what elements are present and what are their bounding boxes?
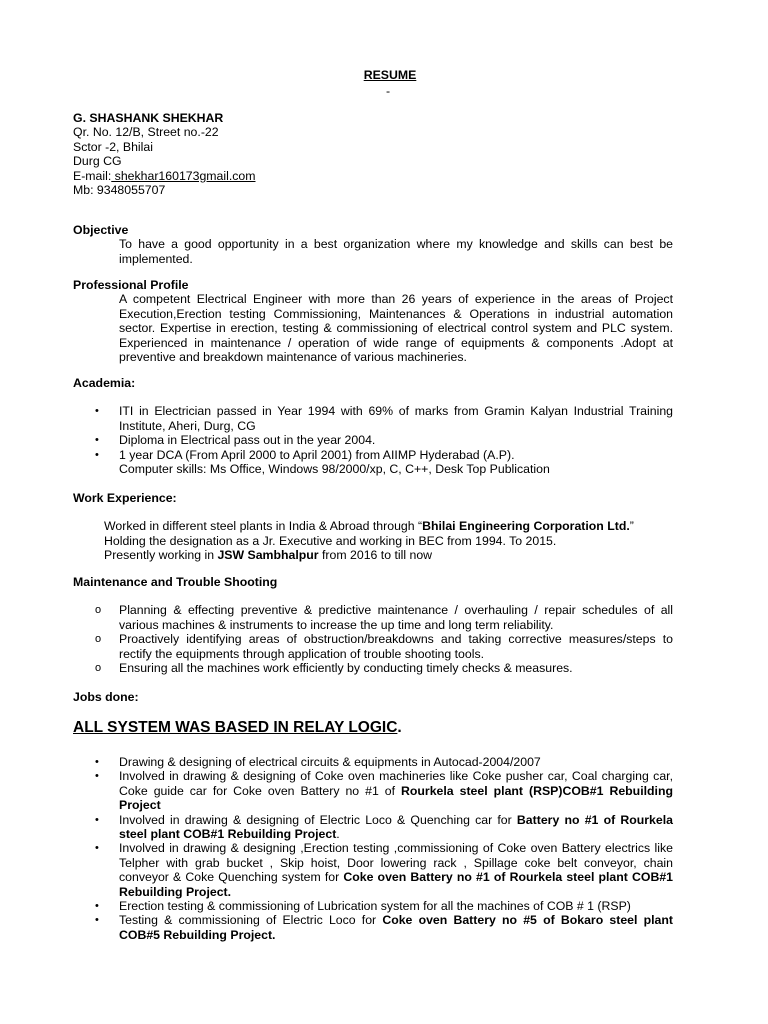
contact-header bbox=[73, 111, 256, 197]
bullet-icon: • bbox=[95, 448, 99, 461]
bullet-icon: • bbox=[95, 914, 99, 927]
list-item: • 1 year DCA (From April 2000 to April 2001) from AIIMP Hyderabad (A.P). Computer skills: Ms Office, Windows 98/2000/xp, C, C++, Desk Top Publication bbox=[95, 447, 550, 477]
work-heading: Work Experience: bbox=[73, 491, 177, 505]
bullet-icon: • bbox=[95, 434, 99, 447]
work-line-3: Presently working in JSW Sambhalpur from 2016 to till now bbox=[104, 548, 433, 563]
list-item: o Ensuring all the machines work efficiently by conducting timely checks & measures. bbox=[95, 661, 573, 676]
list-item: • Drawing & designing of electrical circuits & equipments in Autocad-2004/2007 bbox=[95, 755, 541, 769]
email-label: E-mail: bbox=[73, 168, 112, 183]
list-item: o Proactively identifying areas of obstruction/breakdowns and taking corrective measures/steps to rectify the equipments through application of trouble shooting tools. bbox=[95, 632, 673, 661]
profile-section bbox=[73, 278, 673, 364]
bullet-icon: • bbox=[95, 813, 99, 826]
list-item: o Planning & effecting preventive & predictive maintenance / overhauling / repair schedules of all various machines & instruments to increase the up time and long term reliability. bbox=[95, 603, 673, 632]
objective-text: To have a good opportunity in a best organization where my knowledge and skills can best be implemented. bbox=[119, 237, 673, 266]
list-item: • Involved in drawing & designing of Electric Loco & Quenching car for Battery no #1 of Rourkela steel plant COB#1 Rebuilding Project. bbox=[95, 812, 673, 842]
profile-heading: Professional Profile bbox=[73, 278, 189, 292]
jobs-heading: Jobs done: bbox=[73, 690, 139, 704]
bullet-icon: • bbox=[95, 900, 99, 913]
work-line-2: Holding the designation as a Jr. Executive and working in BEC from 1994. To 2015. bbox=[104, 533, 557, 548]
email-line bbox=[73, 169, 256, 183]
list-item: • ITI in Electrician passed in Year 1994 with 69% of marks from Gramin Kalyan Industrial Training Institute, Aheri, Durg, CG bbox=[95, 404, 673, 433]
academia-list bbox=[73, 404, 673, 476]
maintenance-section bbox=[73, 575, 673, 675]
work-section bbox=[73, 491, 673, 563]
objective-heading: Objective bbox=[73, 223, 129, 237]
title-dash: - bbox=[386, 84, 391, 98]
resume-title: RESUME bbox=[363, 68, 417, 82]
mobile-line: Mb: 9348055707 bbox=[73, 183, 166, 198]
work-text bbox=[73, 519, 673, 562]
list-item: • Diploma in Electrical pass out in the year 2004. bbox=[95, 433, 376, 448]
academia-section bbox=[73, 376, 673, 476]
academia-heading: Academia: bbox=[73, 376, 136, 390]
jobs-list bbox=[73, 755, 673, 942]
profile-text: A competent Electrical Engineer with more than 26 years of experience in the areas of Project Execution,Erection testing Commissioning, Maintenances & Operations in industrial automation sector. Expertise in erection, testing & commissioning of electrical control system and PLC system. Experienced in maintenance / operation of wide range of equipments & components .Adopt at preventive and breakdown maintenance of various machineries. bbox=[119, 292, 673, 365]
list-item: • Involved in drawing & designing ,Erection testing ,commissioning of Coke oven Battery electrics like Telpher with grab bucket , Skip hoist, Door lowering rack , Spillage coke belt conveyor, chain conveyor & Coke Quenching system for Coke oven Battery no #1 of Rourkela steel plant COB#1 Rebuilding Project. bbox=[95, 841, 673, 899]
email-link[interactable]: shekhar160173gmail.com bbox=[111, 168, 256, 183]
list-item: • Testing & commissioning of Electric Loco for Coke oven Battery no #5 of Bokaro steel plant COB#5 Rebuilding Project. bbox=[95, 913, 673, 942]
jobs-section bbox=[73, 690, 673, 704]
bullet-icon: • bbox=[95, 842, 99, 855]
list-item: • Involved in drawing & designing of Coke oven machineries like Coke pusher car, Coal charging car, Coke guide car for Coke oven Battery no #1 of Rourkela steel plant (RSP)COB#1 Rebuilding Project bbox=[95, 769, 673, 813]
bullet-icon: • bbox=[95, 770, 99, 783]
candidate-name: G. SHASHANK SHEKHAR bbox=[73, 111, 224, 125]
maintenance-list bbox=[73, 603, 673, 675]
objective-section bbox=[73, 223, 673, 266]
address-line-3: Durg CG bbox=[73, 154, 122, 169]
jobs-list-block bbox=[73, 755, 673, 942]
maintenance-heading: Maintenance and Trouble Shooting bbox=[73, 575, 278, 589]
list-item: • Erection testing & commissioning of Lubrication system for all the machines of COB # 1 (RSP) bbox=[95, 899, 631, 914]
work-line-1: Worked in different steel plants in India & Abroad through “Bhilai Engineering Corporation Ltd.” bbox=[104, 519, 634, 534]
circle-bullet-icon: o bbox=[95, 662, 102, 675]
bullet-icon: • bbox=[95, 405, 99, 418]
address-line-2: Sctor -2, Bhilai bbox=[73, 139, 153, 154]
address-line-1: Qr. No. 12/B, Street no.-22 bbox=[73, 125, 219, 140]
bullet-icon: • bbox=[95, 756, 99, 768]
circle-bullet-icon: o bbox=[95, 633, 102, 646]
circle-bullet-icon: o bbox=[95, 604, 102, 617]
relay-logic-title: ALL SYSTEM WAS BASED IN RELAY LOGIC. bbox=[73, 719, 402, 736]
